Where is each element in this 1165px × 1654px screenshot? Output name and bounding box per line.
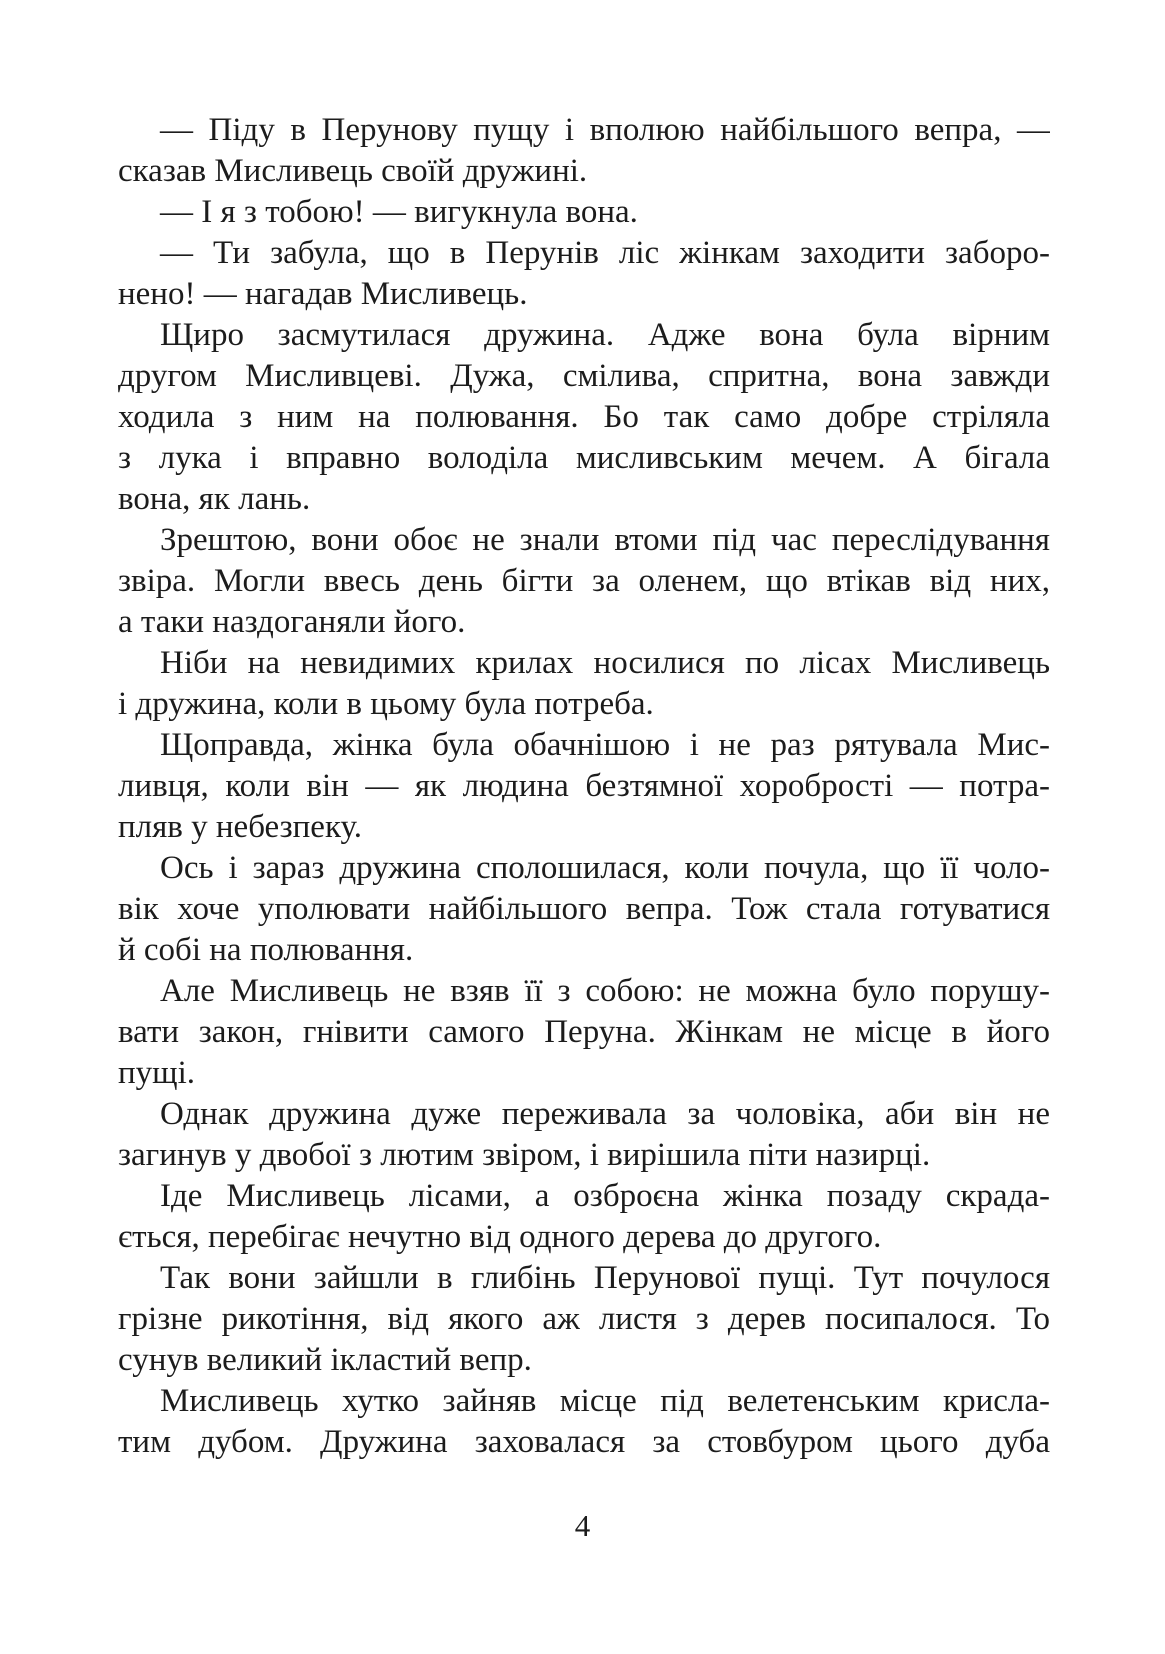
text-line: загинув у двобої з лютим звіром, і вирішила піти назирці.	[118, 1137, 931, 1173]
text-line: Мисливець хутко зайняв місце під велетенським крисла-	[160, 1383, 1050, 1419]
text-line: Щоправда, жінка була обачнішою і не раз рятувала Мис-	[160, 727, 1050, 763]
text-line: Іде Мисливець лісами, а озброєна жінка позаду скрада-	[160, 1178, 1050, 1214]
text-line: пущі.	[118, 1055, 195, 1091]
text-line: Ось і зараз дружина сполошилася, коли почула, що її чоло-	[160, 850, 1050, 886]
text-line: і дружина, коли в цьому була потреба.	[118, 686, 654, 722]
text-line: Так вони зайшли в глибінь Перунової пущі. Тут почулося	[160, 1260, 1050, 1296]
text-line: а таки наздоганяли його.	[118, 604, 466, 640]
text-line: Щиро засмутилася дружина. Адже вона була вірним	[160, 317, 1050, 353]
text-line: ходила з ним на полювання. Бо так само добре стріляла	[118, 399, 1050, 435]
page-number: 4	[574, 1508, 591, 1543]
page-text	[118, 110, 1050, 1463]
text-line: — Ти забула, що в Перунів ліс жінкам заходити заборо-	[160, 235, 1050, 271]
text-line: Однак дружина дуже переживала за чоловіка, аби він не	[160, 1096, 1050, 1132]
text-line: й собі на полювання.	[118, 932, 414, 968]
text-line: ється, перебігає нечутно від одного дерева до другого.	[118, 1219, 882, 1255]
text-line: пляв у небезпеку.	[118, 809, 362, 845]
text-line: вік хоче уполювати найбільшого вепра. Тож стала готуватися	[118, 891, 1050, 927]
text-line: другом Мисливцеві. Дужа, смілива, спритна, вона завжди	[118, 358, 1050, 394]
text-line: вона, як лань.	[118, 481, 311, 517]
text-line: вати закон, гнівити самого Перуна. Жінкам не місце в його	[118, 1014, 1050, 1050]
text-line: звіра. Могли ввесь день бігти за оленем, що втікав від них,	[118, 563, 1050, 599]
text-line: нено! — нагадав Мисливець.	[118, 276, 528, 312]
text-line: сунув великий ікластий вепр.	[118, 1342, 532, 1378]
text-line: Але Мисливець не взяв її з собою: не можна було порушу-	[160, 973, 1050, 1009]
text-line: — Піду в Перунову пущу і вполюю найбільшого вепра, —	[160, 112, 1050, 148]
text-line: грізне рикотіння, від якого аж листя з дерев посипалося. То	[118, 1301, 1050, 1337]
text-line: Ніби на невидимих крилах носилися по лісах Мисливець	[160, 645, 1050, 681]
text-line: — І я з тобою! — вигукнула вона.	[160, 194, 638, 230]
text-line: сказав Мисливець своїй дружині.	[118, 153, 588, 189]
text-line: тим дубом. Дружина заховалася за стовбуром цього дуба	[118, 1424, 1050, 1460]
text-line: з лука і вправно володіла мисливським мечем. А бігала	[118, 440, 1050, 476]
text-line: ливця, коли він — як людина безтямної хоробрості — потра-	[118, 768, 1050, 804]
text-line: Зрештою, вони обоє не знали втоми під час переслідування	[160, 522, 1050, 558]
